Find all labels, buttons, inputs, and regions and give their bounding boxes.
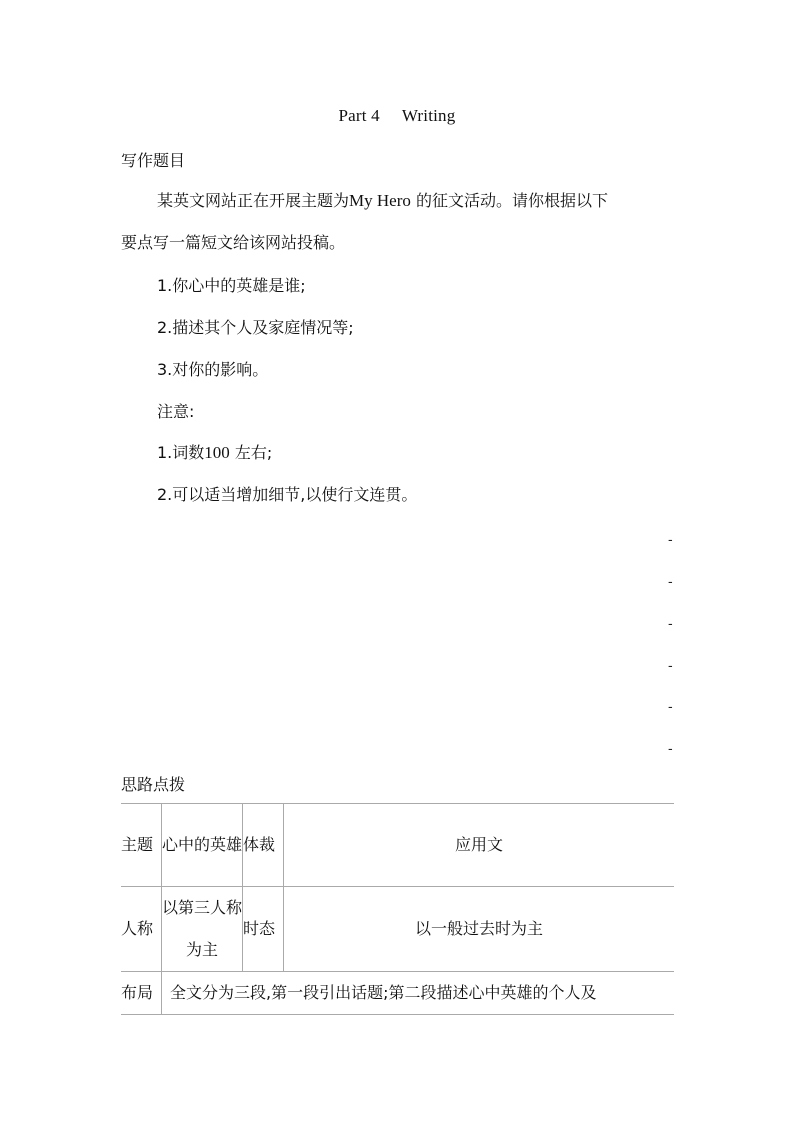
cell-label: 体裁 [243, 804, 284, 887]
cell-value: 应用文 [284, 804, 675, 887]
prompt-text-a: 某英文网站正在开展主题为 [157, 191, 350, 210]
answer-line: - [668, 740, 673, 756]
answer-line: - [668, 531, 673, 547]
cell-value: 心中的英雄 [162, 804, 243, 887]
cell-value: 全文分为三段,第一段引出话题;第二段描述心中英雄的个人及 [162, 972, 675, 1015]
notes-label: 注意: [157, 402, 195, 421]
cell-value: 以一般过去时为主 [284, 887, 675, 972]
page-title [0, 106, 794, 126]
prompt-theme: My Hero [349, 191, 411, 210]
writing-task-heading: 写作题目 [121, 151, 186, 170]
cell-value: 以第三人称为主 [162, 887, 243, 972]
prompt-text-c: 要点写一篇短文给该网站投稿。 [121, 233, 346, 252]
prompt-text-b: 的征文活动。请你根据以下 [415, 191, 608, 210]
answer-line: - [668, 657, 673, 673]
section-label: Writing [401, 106, 456, 125]
note-1-suffix: 左右; [234, 443, 273, 462]
table-row [121, 804, 674, 887]
answer-line: - [668, 698, 673, 714]
hints-table [121, 803, 674, 1015]
point-2: 2.描述其个人及家庭情况等; [157, 318, 354, 337]
answer-line: - [668, 615, 673, 631]
point-3: 3.对你的影响。 [157, 360, 269, 379]
writing-prompt [121, 180, 674, 264]
cell-label: 布局 [121, 972, 162, 1015]
note-2: 2.可以适当增加细节,以使行文连贯。 [157, 485, 418, 504]
hints-heading: 思路点拨 [121, 775, 186, 794]
note-1-number: 100 [204, 443, 230, 462]
note-1-prefix: 1.词数 [157, 443, 205, 462]
part-label: Part 4 [338, 106, 380, 125]
answer-line: - [668, 573, 673, 589]
note-1 [157, 440, 272, 463]
cell-label: 时态 [243, 887, 284, 972]
cell-label: 主题 [121, 804, 162, 887]
table-row [121, 887, 674, 972]
table-row [121, 972, 674, 1015]
point-1: 1.你心中的英雄是谁; [157, 276, 306, 295]
cell-label: 人称 [121, 887, 162, 972]
